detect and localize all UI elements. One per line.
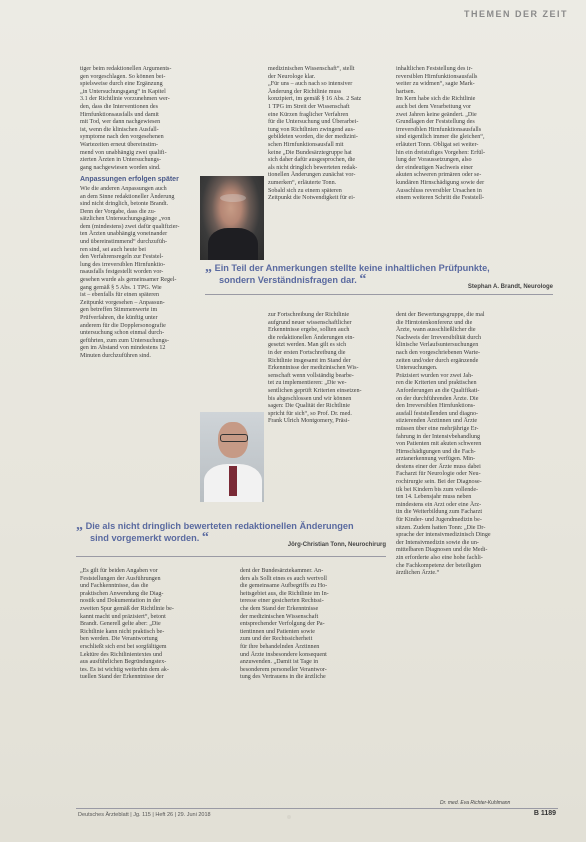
text-line: ders als Sollt eines es auch wertvoll	[240, 575, 327, 582]
quote-open-mark: „	[76, 518, 83, 533]
text-line: 1 TPG im Streit der Wissenschaft	[268, 103, 350, 110]
text-line: zumerken“, erläuterte Tonn.	[268, 179, 337, 186]
text-line: in der ersten Fortschreibung die	[268, 349, 346, 356]
text-line: nach den vorgeschriebenen Warte-	[396, 349, 481, 356]
quote-rule-2	[76, 556, 386, 557]
text-line: Richtlinie kann nicht praktisch be-	[80, 628, 165, 635]
text-line: bis abgeschlossen und wir können	[268, 395, 352, 402]
text-line: und Fachkenntnisse, das die	[80, 583, 149, 590]
text-line: on der durchführenden Ärzte. Die	[396, 395, 479, 402]
text-line: zweiten Spur gemäß der Richtlinie be-	[80, 605, 174, 612]
text-line: tin die Weiterbildung zum Facharzt	[396, 509, 483, 516]
section-title: THEMEN DER ZEIT	[463, 9, 568, 19]
text-line: hartsen.	[396, 88, 416, 95]
column-1-top-lines	[80, 66, 196, 172]
text-line: sentlichen geprüft Kriterien einsetzen-	[268, 387, 362, 394]
text-line: nsausfalls festgestellt worden vor-	[80, 269, 164, 276]
text-line: gesehen wurde als gemeinsamer Regel-	[80, 277, 177, 284]
text-line: Feststellungen der Ausführungen	[80, 575, 161, 582]
text-line: sich daher dafür ausgesprochen, die	[268, 157, 356, 164]
text-line: tung von Richtlinien zwingend aus-	[268, 126, 355, 133]
text-line: „Für uns – auch nach so intensiver	[268, 81, 353, 88]
subhead-anpassungen: Anpassungen erfolgen später	[80, 176, 179, 184]
text-line: gen betreffen Stimmenwerte im	[80, 307, 158, 314]
text-line: tuellen Stand der Erkenntnisse der	[80, 674, 164, 681]
text-line: die redaktionellen Änderungen ein-	[268, 334, 355, 341]
text-line: der Neurologe klar.	[268, 73, 316, 80]
text-line: tung des Vertrauens in die ärztliche	[240, 674, 326, 681]
text-line: Ärzte, wann ausschließlicher die	[396, 327, 476, 334]
text-line: che dem Stand der Erkenntnisse	[240, 605, 319, 612]
text-line: tiger beim redaktionellen Arguments-	[80, 66, 172, 72]
text-line: arztanerkennung verfügen. Min-	[396, 456, 476, 463]
text-line: teresse einer gesicherten Rechtssi-	[240, 598, 324, 605]
text-line: keine „Die Bundesärztegruppe hat	[268, 149, 352, 156]
text-line: mindestens ein Arzt oder eine Ärz-	[396, 501, 482, 508]
text-line: Im Kern habe sich die Richtlinie	[396, 96, 476, 103]
text-line: Untersuchungen.	[396, 365, 438, 372]
text-line: und Ärzte insbesondere konsequent	[240, 651, 327, 658]
text-line: einem weiteren Schritt die Feststell-	[396, 195, 484, 202]
quote-open-mark: „	[205, 260, 212, 275]
text-line: Ausschluss reversibler Ursachen in	[396, 187, 482, 194]
text-line: klinische Verlaufsuntersuchungen	[396, 342, 479, 349]
pull-quote-1-line1: „ Ein Teil der Anmerkungen stellte keine inhaltlichen Prüfpunkte,	[205, 260, 490, 275]
text-line: mit Tod, wer dann nachgewiesen	[80, 119, 161, 126]
text-line: tionellen Änderungen zunächst vor-	[268, 172, 356, 179]
text-line: sprache der intensivmedizinisch Dinge	[396, 532, 491, 539]
text-line: zin erforderte also eine hohe fachli-	[396, 555, 483, 561]
text-line: inhaltlichen Feststellung des ir-	[396, 66, 473, 72]
scan-dot	[287, 815, 291, 819]
column-2-top	[268, 66, 384, 203]
portrait-photo-brandt	[200, 176, 264, 260]
text-line: dent der Bundesärztekammer. An-	[240, 568, 324, 574]
text-line: Zeitpunkt die Notwendigkeit für ei-	[268, 195, 355, 202]
text-line: reversiblen Hirnfunktionsausfalls	[396, 73, 478, 80]
text-line: ten 14. Lebensjahr muss neben	[396, 494, 472, 501]
column-3-mid	[396, 312, 512, 578]
text-line: entsprechender Verfolgung der Pa-	[240, 621, 325, 628]
pull-quote-2	[76, 520, 386, 552]
text-line: zeiten und/oder durch ergänzende	[396, 357, 479, 364]
text-line: Wartezeiten erneut übereinstim-	[80, 141, 159, 148]
text-line: sind eigentlich immer die gleichen“,	[396, 134, 485, 141]
pull-quote-2-line1: „ Die als nicht dringlich bewerteten redaktionellen Änderungen	[76, 518, 354, 533]
text-line: ist, wenn die klinischen Ausfall-	[80, 126, 159, 133]
text-line: heitsgebiet aus, die Richtlinie im In-	[240, 590, 329, 597]
journal-footer: Deutsches Ärzteblatt | Jg. 115 | Heft 26 | 29. Juni 2018	[78, 812, 211, 818]
text-line: Prüfverfahren, die künftig unter	[80, 315, 158, 321]
text-line: dem (mindestens) zwei dafür qualifizier-	[80, 223, 180, 230]
text-line: an dem Sinne redaktioneller Änderung	[80, 193, 175, 200]
text-line: mend von unabhängig zwei qualifi-	[80, 149, 167, 156]
text-line: 3.1 der Richtlinie vorzunehmen wer-	[80, 96, 170, 103]
text-line: Wie die anderen Anpassungen auch	[80, 185, 167, 192]
text-line: schen Hirnfunktionsausfall mit	[268, 141, 344, 148]
text-line: symptome nach den vorgesehenen	[80, 134, 164, 141]
text-line: fahrung in der Intensivbehandlung	[396, 433, 481, 440]
text-line: sagen: Die Qualität der Richtlinie	[268, 403, 350, 410]
text-line: medizinischen Wissenschaft“, stellt	[268, 66, 355, 72]
text-line: weiter zu widmen“, sagte Mark-	[396, 81, 475, 88]
text-line: „in Untersuchungsgang“ in Kapitel	[80, 88, 166, 95]
text-line: als nicht dringlich bewerteten redak-	[268, 164, 358, 171]
text-line: Präzisiert wurden vor zwei Jah-	[396, 372, 474, 379]
footer-rule	[76, 808, 558, 809]
text-line: für ihre behandelnden Ärztinnen	[240, 643, 320, 650]
quote-close-mark: “	[359, 272, 367, 287]
text-line: tik bei Kindern bis zum vollende-	[396, 486, 479, 493]
text-line: praktischen Anwendung die Diag-	[80, 590, 164, 597]
text-line: spricht für sich“, so Prof. Dr. med.	[268, 410, 352, 417]
text-line: Lektüre des Richtlinientextes und	[80, 651, 163, 658]
text-line: aufgrund neuer wissenschaftlicher	[268, 319, 352, 326]
text-line: kundären Hirnschädigung sowie der	[396, 179, 485, 186]
text-line: dent der Bewertungsgruppe, die mal	[396, 312, 485, 318]
column-1-top	[80, 66, 196, 361]
text-line: anzuwenden. „Damit ist Tage in	[240, 659, 319, 666]
text-line: den Irreversiblen Hirnfunktions-	[396, 403, 476, 410]
text-line: nostik und Dokumentation in der	[80, 598, 161, 605]
text-line: akuten schweren primären oder se-	[396, 172, 482, 179]
page-number: B 1189	[533, 810, 556, 817]
text-line: müssen über eine mehrjährige Er-	[396, 425, 479, 432]
text-line: Hirnschädigungen und die Fach-	[396, 448, 476, 455]
author-credit: Dr. med. Eva Richter-Kuhlmann	[440, 800, 511, 806]
text-line: anderem für die Dopplersonografie	[80, 322, 166, 329]
text-line: der Intensivmedizin sowie die un-	[396, 539, 479, 546]
pull-quote-2-author: Jörg-Christian Tonn, Neurochirurg	[287, 542, 386, 548]
text-line: Erkenntnisse ergebe, sollten auch	[268, 327, 350, 334]
text-line: kannt macht und präzisiert“, betont	[80, 613, 166, 620]
text-line: mittelbaren Diagnosen und die Medi-	[396, 547, 488, 554]
text-line: ist – ebenfalls für einen späteren	[80, 292, 160, 299]
text-line: den Verfahrensregeln zur Feststel-	[80, 254, 164, 261]
column-2-mid	[268, 312, 384, 426]
text-line: geführten, zum zum Untersuchungs-	[80, 337, 170, 344]
text-line: sind nicht dringlich, betonte Brandt.	[80, 201, 169, 208]
text-line: tet zu implementieren: „Die we-	[268, 380, 347, 387]
portrait-photo-tonn	[200, 412, 264, 502]
text-line: für die Untersuchung und Überarbei-	[268, 119, 359, 126]
column-1-lower	[80, 568, 230, 682]
text-line: gang gemäß § 5 Abs. 1 TPG. Wie	[80, 284, 162, 291]
column-1-bottom-lines	[80, 186, 196, 361]
text-line: konzipiert, im gemäß § 16 Abs. 2 Satz	[268, 96, 362, 103]
text-line: senschaft wenn vollständig bearbe-	[268, 372, 354, 379]
text-line: die Hirntotenkonferenz und die	[396, 319, 473, 326]
text-line: Hirnfunktionsausfalls und damit	[80, 111, 159, 118]
text-line: zwei Jahren keine geändert. „Die	[396, 111, 477, 118]
text-line: gesetzt werden. Man gilt es sich	[268, 342, 347, 349]
pull-quote-1-author: Stephan A. Brandt, Neurologe	[467, 284, 553, 290]
text-line: rochirurgie sein. Bei der Diagnose-	[396, 479, 482, 486]
column-2-lower	[240, 568, 386, 682]
text-line: den, dass die Interventionen des	[80, 103, 159, 110]
text-line: auch bei dem Verarbeitung vor	[396, 103, 472, 110]
pull-quote-1-line2: sondern Verständnisfragen dar. “	[219, 272, 367, 287]
text-line: ten Ärzten unabhängig voneinander	[80, 231, 168, 238]
text-line: destens einer der Ärzte muss dabei	[396, 463, 481, 470]
text-line: Grundlagen der Feststellung des	[396, 119, 475, 126]
text-line: stizierenden Ärztinnen und Ärzte	[396, 418, 478, 425]
text-line: Brandt. Generell gelte aber: „Die	[80, 621, 161, 628]
text-line: ärztlichen Ärzte.“	[396, 570, 440, 577]
pull-quote-1	[205, 262, 553, 292]
text-line: Änderung der Richtlinie muss	[268, 88, 342, 95]
text-line: hin ein dreistufiges Vorgehen: Erfül-	[396, 149, 486, 156]
text-line: Nachweis der Irreversibilität durch	[396, 334, 482, 341]
text-line: spielsweise durch eine Ergänzung	[80, 81, 163, 88]
text-line: erläutert Tonn. Obligat sei weiter-	[396, 141, 479, 148]
text-line: und übereinstimmend“ durchzufüh-	[80, 239, 167, 246]
text-line: Facharzt für Neurologie oder Neu-	[396, 471, 481, 478]
text-line: untersuchung schon einmal durch-	[80, 330, 165, 337]
text-line: zum und der Rechtssicherheit	[240, 636, 313, 643]
text-line: sätzlichen Untersuchungsgänge „von	[80, 216, 171, 223]
text-line: zierten Ärzten in Untersuchungs-	[80, 157, 162, 164]
text-line: lung des irreversiblen Hirnfunktio-	[80, 261, 166, 268]
text-line: besonderem personeller Verantwor-	[240, 666, 327, 673]
quote-close-mark: “	[201, 530, 209, 545]
text-line: eine Kürzen fraglicher Verfahren	[268, 111, 349, 118]
text-line: Erkenntnisse der medizinischen Wis-	[268, 365, 359, 372]
text-line: Richtlinie insgesamt im Stand der	[268, 357, 351, 364]
text-line: sitzen. Zudem hatten Tonn: „Die Dr-	[396, 524, 486, 531]
text-line: Anforderungen an die Qualifikati-	[396, 387, 480, 394]
text-line: Sobald sich zu einem späteren	[268, 187, 342, 194]
text-line: der medizinischen Wissenschaft	[240, 613, 319, 620]
text-line: ren die Kriterien und praktischen	[396, 380, 477, 387]
text-line: Denn der Vorgabe, dass die zu-	[80, 208, 156, 215]
text-line: ren sind, sei auch heute bei	[80, 246, 146, 253]
text-line: Minuten durchzuführen sind.	[80, 352, 151, 359]
text-line: ben werden. Die Verantwortung	[80, 636, 158, 643]
text-line: die gemeinsame Aufbegriffs zu Ho-	[240, 583, 328, 590]
text-line: gen vorgeschlagen. So können bei-	[80, 73, 166, 80]
text-line: irreversiblen Hirnfunktionsausfalls	[396, 126, 482, 133]
text-line: zur Fortschreibung der Richtlinie	[268, 312, 350, 318]
text-line: „Es gilt für beiden Angaben vor	[80, 568, 158, 574]
text-line: tientinnen und Patienten sowie	[240, 628, 315, 635]
text-line: erschließt sich erst bei sorgfältigem	[80, 643, 167, 650]
text-line: der eindeutigen Nachweis einer	[396, 164, 473, 171]
pull-quote-2-line2: sind vorgemerkt worden. “	[90, 530, 209, 545]
column-3-top	[396, 66, 512, 203]
text-line: che Fachkompetenz der beteiligten	[396, 562, 482, 569]
text-line: gang nachgewiesen worden sind.	[80, 164, 161, 171]
text-line: lung der Voraussetzungen, also	[396, 157, 472, 164]
text-line: ausfall feststellenden und diagno-	[396, 410, 479, 417]
text-line: Frank Ulrich Montgomery, Präsi-	[268, 418, 350, 425]
text-line: für Kinder- und Jugendmedizin be-	[396, 517, 482, 524]
text-line: gen im Abstand von mindestens 12	[80, 345, 166, 352]
text-line: gebildeten worden, die der medizini-	[268, 134, 358, 141]
text-line: tes. Es ist wichtig weiterhin dem ak-	[80, 666, 169, 673]
text-line: aus ausführlichen Begründungstex-	[80, 659, 167, 666]
text-line: von Patienten mit akuten schweren	[396, 441, 482, 448]
quote-rule-1	[205, 294, 553, 295]
text-line: Zeitpunkt vorgesehen – Anpassun-	[80, 299, 165, 306]
